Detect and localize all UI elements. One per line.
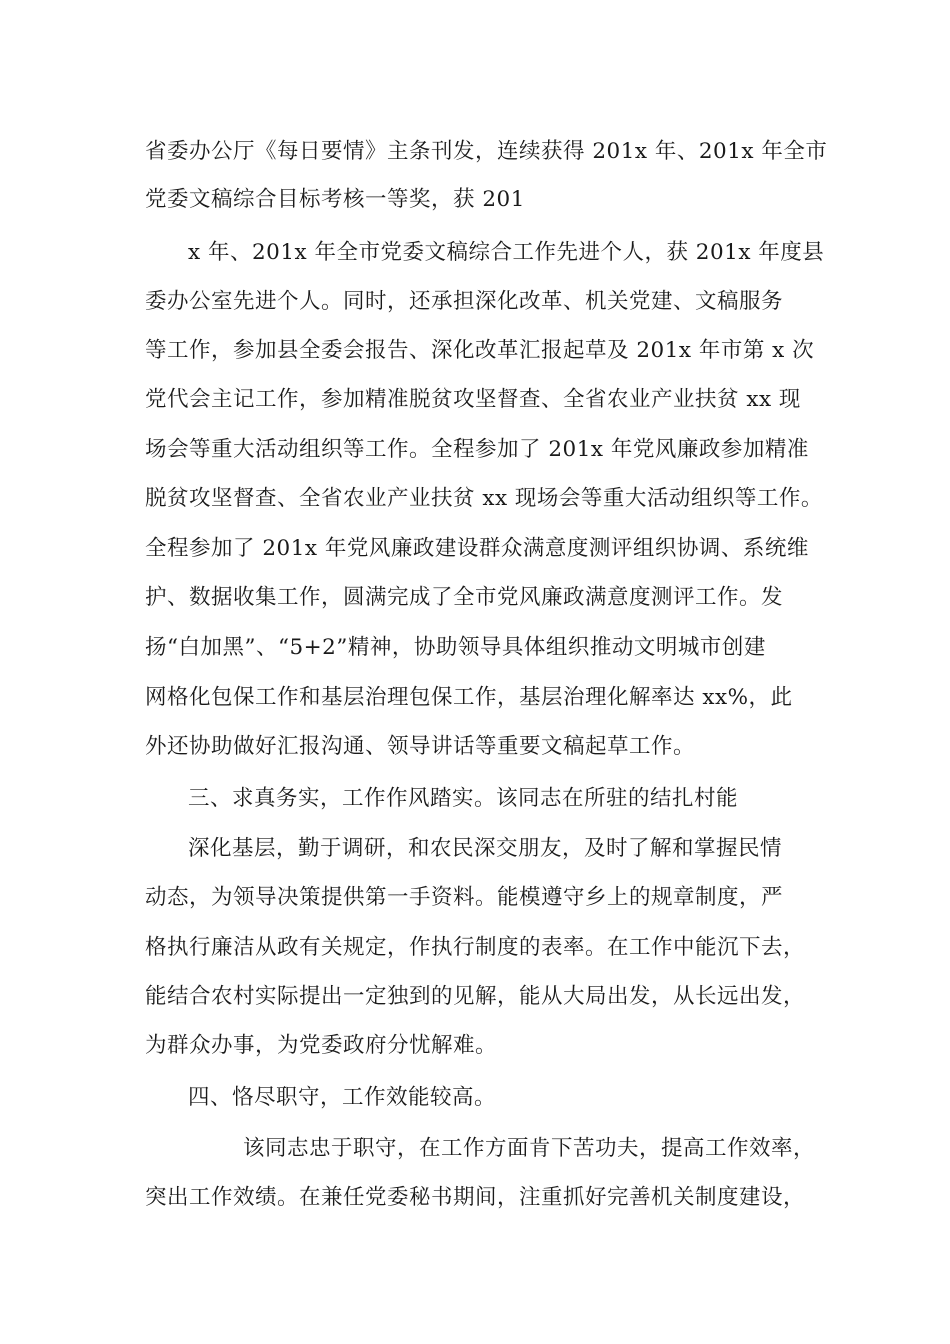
text-line: 党委文稿综合目标考核一等奖，获 201: [145, 187, 525, 212]
text-line: 党代会主记工作，参加精准脱贫攻坚督查、全省农业产业扶贫 xx 现: [145, 387, 801, 412]
text-line: 扬“白加黑”、“5+2”精神，协助领导具体组织推动文明城市创建: [145, 635, 766, 660]
text-line: 省委办公厅《每日要情》主条刊发，连续获得 201x 年、201x 年全市: [145, 139, 828, 164]
text-line: 为群众办事，为党委政府分忧解难。: [145, 1033, 498, 1058]
text-line: 格执行廉洁从政有关规定，作执行制度的表率。在工作中能沉下去，: [145, 935, 806, 960]
text-line: 网格化包保工作和基层治理包保工作，基层治理化解率达 xx%，此: [145, 685, 793, 710]
section-heading: 三、求真务实，工作作风踏实。该同志在所驻的结扎村能: [188, 786, 739, 811]
text-line: 委办公室先进个人。同时，还承担深化改革、机关党建、文稿服务: [145, 289, 784, 314]
text-line: 全程参加了 201x 年党风廉政建设群众满意度测评组织协调、系统维: [145, 536, 809, 561]
text-line: x 年、201x 年全市党委文稿综合工作先进个人，获 201x 年度县: [188, 240, 825, 265]
text-line: 护、数据收集工作，圆满完成了全市党风廉政满意度测评工作。发: [145, 585, 784, 610]
text-line: 突出工作效绩。在兼任党委秘书期间，注重抓好完善机关制度建设，: [145, 1185, 806, 1210]
text-line: 动态，为领导决策提供第一手资料。能模遵守乡上的规章制度，严: [145, 885, 784, 910]
text-line: 深化基层，勤于调研，和农民深交朋友，及时了解和掌握民情: [188, 836, 783, 861]
text-line: 外还协助做好汇报沟通、领导讲话等重要文稿起草工作。: [145, 734, 696, 759]
section-heading: 四、恪尽职守，工作效能较高。: [188, 1085, 497, 1110]
text-line: 场会等重大活动组织等工作。全程参加了 201x 年党风廉政参加精准: [145, 437, 809, 462]
text-line: 等工作，参加县全委会报告、深化改革汇报起草及 201x 年市第 x 次: [145, 338, 815, 363]
text-line: 脱贫攻坚督查、全省农业产业扶贫 xx 现场会等重大活动组织等工作。: [145, 486, 823, 511]
text-line: 该同志忠于职守，在工作方面肯下苦功夫，提高工作效率，: [243, 1136, 816, 1161]
text-line: 能结合农村实际提出一定独到的见解，能从大局出发，从长远出发，: [145, 984, 806, 1009]
